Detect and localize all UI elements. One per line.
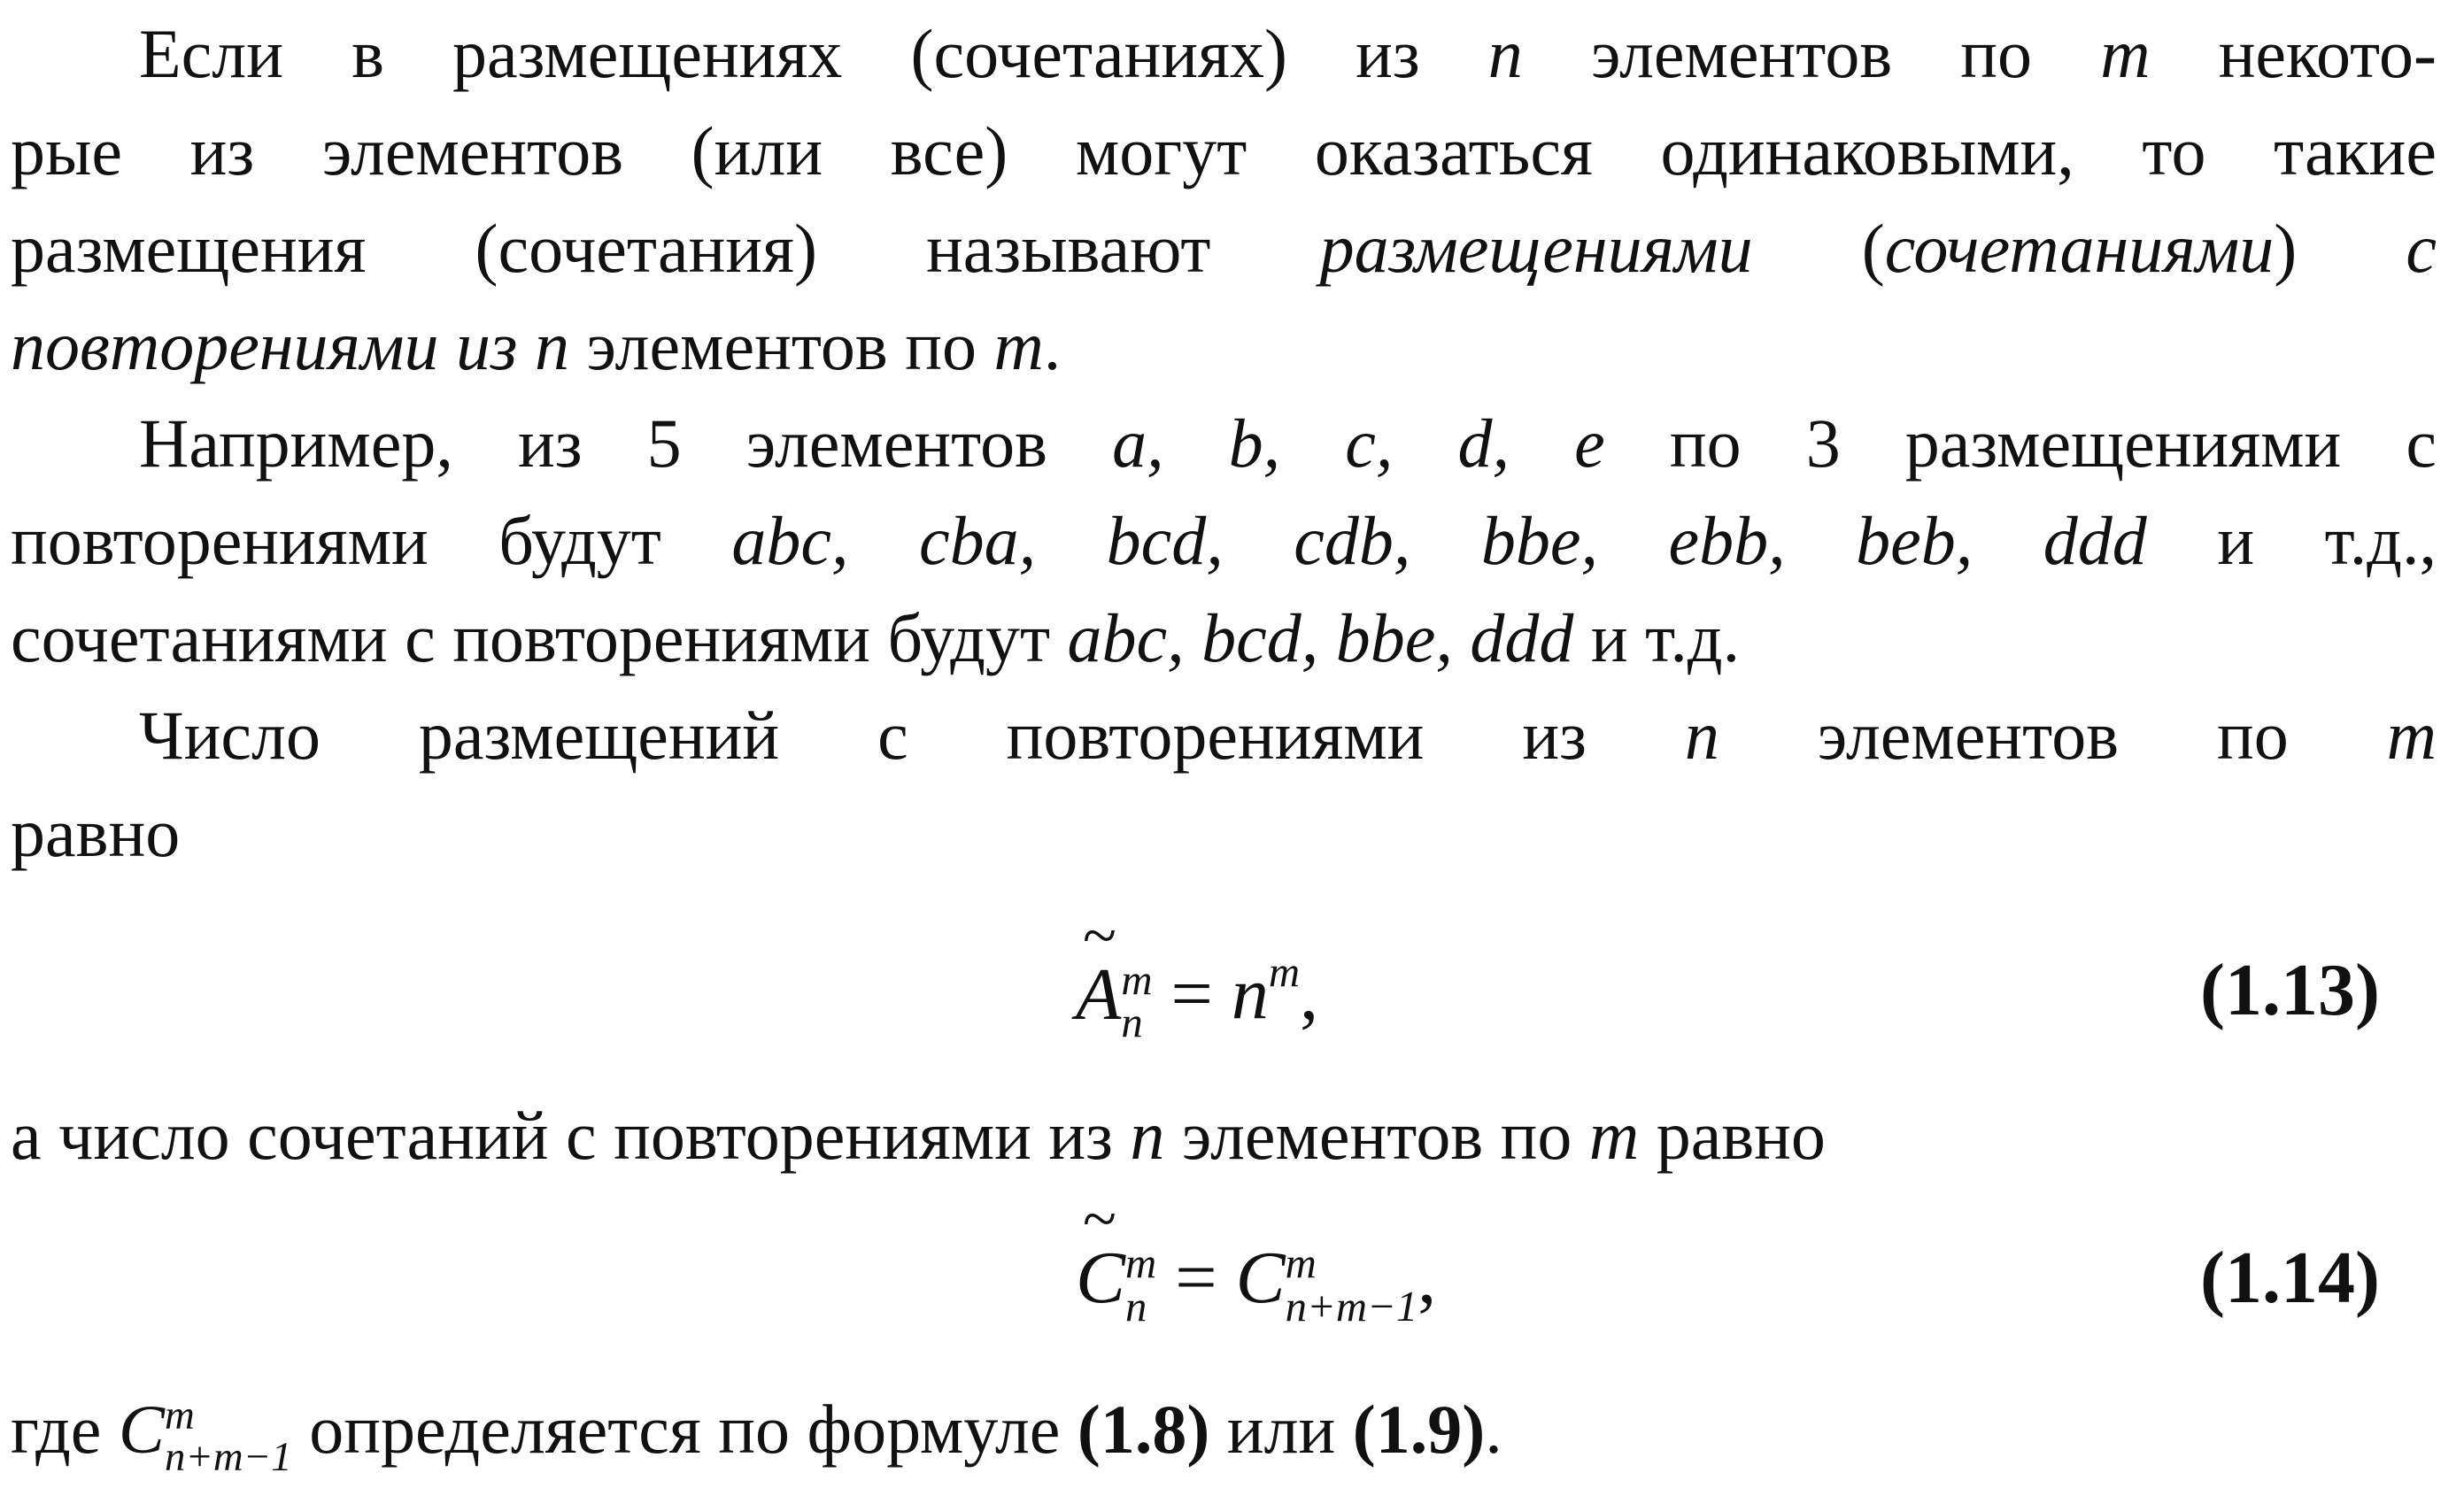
paragraph-line: где C m n+m−1 определяется по формуле (1.8) или (1.9). (11, 1391, 1502, 1481)
paragraph-line: Например, из 5 элементов a, b, c, d, e по 3 размещениями с (139, 405, 2437, 482)
paragraph-formula-reference (11, 1381, 2437, 1481)
paragraph-line: а число сочетаний с повторениями из n элементов по m равно (11, 1097, 1826, 1174)
paragraph-count-arrangements-cont (11, 784, 2437, 882)
equation-number: (1.14) (2200, 1237, 2380, 1319)
paragraph-definition-cont (11, 297, 2437, 395)
formula-ref-1-8: (1.8) (1077, 1391, 1210, 1468)
paragraph-line: рые из элементов (или все) могут оказаться одинаковыми, то такие (11, 112, 2437, 189)
paragraph-definition-cont (11, 200, 2437, 297)
paragraph-line: равно (11, 794, 181, 871)
equation-formula: ~ C m n = C m n+m−1 , (1076, 1185, 1437, 1330)
paragraph-line: Число размещений с повторениями из n элементов по m (139, 697, 2437, 774)
paragraph-line: повторениями будут abc, cba, bcd, cdb, bbe, ebb, beb, ddd и т.д., (11, 502, 2437, 579)
equation-number: (1.13) (2200, 949, 2380, 1031)
equation-1-14 (0, 1185, 2464, 1350)
paragraph-count-combinations (11, 1087, 2437, 1184)
equation-1-13 (0, 901, 2464, 1062)
formula-ref-1-9: (1.9) (1352, 1391, 1486, 1468)
paragraph-definition-cont (11, 103, 2437, 200)
paragraph-example-cont (11, 492, 2437, 590)
paragraph-definition (11, 5, 2437, 103)
paragraph-example (11, 395, 2437, 492)
paragraph-line: повторениями из n элементов по m. (11, 307, 1062, 384)
paragraph-count-arrangements (11, 687, 2437, 784)
paragraph-line: размещения (сочетания) называют размещениями (сочетаниями) с (11, 210, 2437, 287)
paragraph-line: Если в размещениях (сочетаниях) из n элементов по m некото- (139, 15, 2437, 92)
equation-formula: ~ A m n = $n^m$, (1076, 901, 1319, 1047)
paragraph-line: сочетаниями с повторениями будут abc, bcd, bbe, ddd и т.д. (11, 599, 1741, 676)
paragraph-example-cont (11, 590, 2437, 687)
